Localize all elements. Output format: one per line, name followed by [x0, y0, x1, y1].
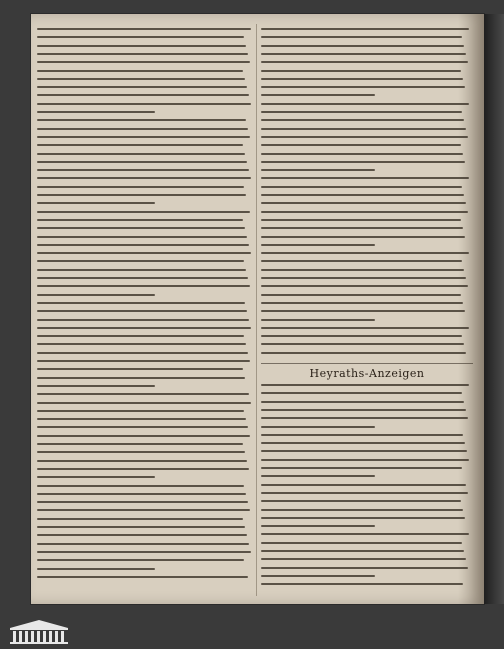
scan-text-line — [261, 401, 464, 403]
scan-text-line — [261, 136, 468, 138]
scan-text-line — [37, 435, 250, 437]
scan-text-line — [37, 343, 246, 345]
scan-text-line — [37, 28, 251, 30]
newspaper-page — [31, 14, 484, 604]
scan-text-line — [37, 211, 250, 213]
scan-text-line — [261, 36, 462, 38]
scan-text-line — [261, 467, 462, 469]
scan-text-line — [37, 70, 243, 72]
scan-text-line — [37, 153, 245, 155]
scan-text-line — [261, 450, 467, 452]
section-rule — [261, 363, 473, 364]
scan-text-line — [37, 128, 248, 130]
scan-text-line — [261, 294, 461, 296]
scan-text-line — [37, 86, 247, 88]
scan-text-line — [37, 194, 246, 196]
scan-text-line — [37, 352, 248, 354]
scan-text-line — [261, 211, 468, 213]
scan-text-line — [37, 551, 251, 553]
scan-text-line — [37, 402, 251, 404]
scan-text-line — [37, 360, 250, 362]
scan-text-line — [37, 260, 244, 262]
scan-text-line — [37, 393, 249, 395]
scan-text-line — [261, 327, 469, 329]
scan-text-line — [37, 493, 246, 495]
scan-text-line — [261, 517, 465, 519]
scan-text-line — [37, 327, 251, 329]
scan-text-line — [261, 277, 466, 279]
scan-text-line — [37, 78, 245, 80]
scan-text-line — [261, 252, 469, 254]
scan-text-line — [37, 103, 251, 105]
library-building-logo-icon — [6, 618, 72, 646]
scan-text-line — [261, 335, 462, 337]
scan-text-line — [261, 45, 464, 47]
scan-text-line — [261, 111, 462, 113]
scan-text-line — [261, 533, 469, 535]
scan-text-line — [37, 294, 155, 296]
scan-text-line — [261, 484, 466, 486]
scan-text-line — [261, 194, 464, 196]
scan-text-line — [261, 285, 468, 287]
scan-text-line — [261, 70, 461, 72]
scan-text-line — [261, 575, 375, 577]
column-divider — [256, 24, 257, 596]
scan-text-line — [37, 227, 245, 229]
scan-text-line — [37, 310, 247, 312]
scan-text-line — [37, 368, 243, 370]
scan-text-line — [37, 476, 155, 478]
scan-text-line — [37, 144, 243, 146]
scan-text-line — [37, 451, 245, 453]
scan-text-line — [37, 443, 243, 445]
scan-text-line — [37, 418, 246, 420]
scan-text-line — [37, 161, 247, 163]
scan-text-line — [261, 128, 466, 130]
scan-text-line — [37, 36, 244, 38]
scan-text-line — [37, 45, 246, 47]
scan-text-line — [261, 442, 465, 444]
scan-text-line — [261, 434, 463, 436]
scan-text-line — [261, 28, 469, 30]
scan-text-line — [261, 103, 469, 105]
scan-text-line — [37, 277, 248, 279]
scan-text-line — [261, 302, 463, 304]
scan-text-line — [37, 236, 247, 238]
scan-text-line — [37, 94, 249, 96]
scan-text-line — [37, 169, 249, 171]
scan-text-line — [261, 86, 465, 88]
scan-text-line — [37, 302, 245, 304]
scan-text-line — [37, 534, 247, 536]
scan-text-line — [37, 252, 251, 254]
scan-text-line — [37, 119, 246, 121]
scan-text-line — [37, 543, 249, 545]
scan-text-line — [37, 285, 250, 287]
scan-text-line — [37, 485, 244, 487]
scan-text-line — [37, 509, 250, 511]
scan-text-line — [261, 459, 469, 461]
scan-text-line — [261, 144, 461, 146]
scan-text-line — [37, 319, 249, 321]
scan-text-line — [261, 426, 375, 428]
scan-text-line — [37, 136, 250, 138]
scan-text-line — [37, 426, 248, 428]
scan-text-line — [261, 53, 466, 55]
scan-text-line — [261, 94, 375, 96]
scan-text-line — [261, 319, 375, 321]
adjacent-page-edge — [484, 14, 504, 604]
scan-text-line — [261, 219, 461, 221]
scan-text-line — [261, 550, 464, 552]
scan-text-line — [37, 53, 248, 55]
scan-text-line — [261, 78, 463, 80]
scan-text-line — [37, 460, 247, 462]
scan-text-line — [37, 269, 246, 271]
scan-text-line — [261, 269, 464, 271]
scan-text-line — [261, 343, 464, 345]
scan-text-line — [37, 202, 155, 204]
scan-text-line — [37, 526, 245, 528]
scan-text-line — [261, 169, 375, 171]
scan-text-line — [37, 111, 155, 113]
scan-text-line — [261, 384, 469, 386]
page-content — [37, 24, 473, 596]
scan-text-line — [261, 409, 466, 411]
scan-text-line — [37, 468, 249, 470]
scan-text-line — [37, 186, 244, 188]
scan-text-line — [261, 161, 465, 163]
scan-text-line — [261, 567, 468, 569]
scan-text-line — [261, 583, 463, 585]
scan-text-line — [261, 260, 462, 262]
scan-text-line — [261, 492, 468, 494]
scan-text-line — [261, 509, 463, 511]
scan-text-line — [261, 236, 465, 238]
scan-text-line — [261, 352, 466, 354]
scan-text-line — [261, 119, 464, 121]
scan-text-line — [261, 500, 461, 502]
scan-text-line — [261, 177, 469, 179]
scan-text-line — [37, 559, 244, 561]
scan-text-line — [37, 518, 243, 520]
scan-text-line — [37, 177, 251, 179]
scan-text-line — [37, 335, 244, 337]
scan-text-line — [37, 385, 155, 387]
scan-text-line — [37, 410, 244, 412]
left-column — [37, 24, 253, 596]
scan-text-line — [261, 417, 468, 419]
scan-text-line — [261, 186, 462, 188]
scan-text-line — [261, 244, 375, 246]
scan-text-line — [261, 310, 465, 312]
scan-text-line — [261, 227, 463, 229]
scan-text-line — [261, 202, 466, 204]
scan-text-line — [37, 61, 250, 63]
scan-text-line — [37, 219, 243, 221]
right-column — [261, 24, 473, 596]
scan-text-line — [261, 558, 466, 560]
scan-text-line — [261, 525, 375, 527]
scan-text-line — [37, 501, 248, 503]
scan-text-line — [261, 153, 463, 155]
footer-bar — [0, 616, 504, 649]
section-heading-heyraths: Heyraths-Anzeigen — [309, 367, 425, 380]
scan-text-line — [261, 475, 375, 477]
scan-text-line — [37, 568, 155, 570]
scan-text-line — [261, 542, 462, 544]
scan-text-line — [37, 576, 248, 578]
scan-text-line — [37, 244, 249, 246]
scan-text-line — [37, 377, 245, 379]
scan-text-line — [261, 392, 462, 394]
scan-text-line — [261, 61, 468, 63]
